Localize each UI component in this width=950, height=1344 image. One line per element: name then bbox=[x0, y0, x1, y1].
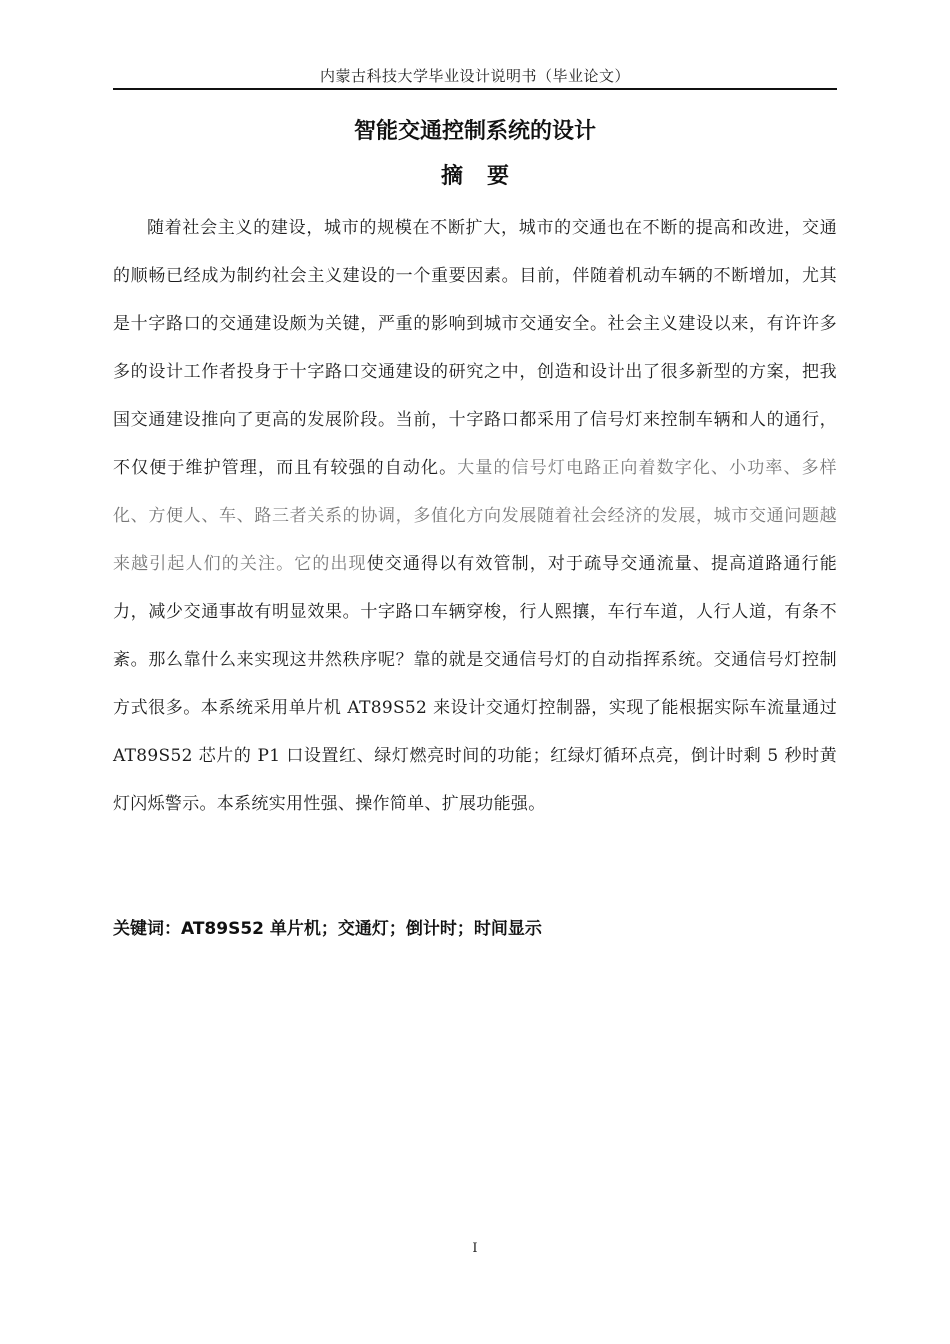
abstract-text-part3: 使交通得以有效管制，对于疏导交通流量、提高道路通行能力，减少交通事故有明显效果。十字路口车辆穿梭，行人熙攘，车行车道，人行人道，有条不紊。那么靠什么来实现这井然秩序呢？靠的就是交通信号灯的自动指挥系统。交通信号灯控制方式很多。本系统采用单片机 AT89S52 来设计交通灯控制器，实现了能根据实际车流量通过 AT89S52 芯片的 P1 口设置红、绿灯燃亮时间的功能；红绿灯循环点亮，倒计时剩 5 秒时黄灯闪烁警示。本系统实用性强、操作简单、扩展功能强。 bbox=[113, 554, 837, 814]
keywords-line: 关键词：AT89S52 单片机；交通灯；倒计时；时间显示 bbox=[113, 919, 542, 939]
page-number: I bbox=[472, 1241, 478, 1256]
running-header: 内蒙古科技大学毕业设计说明书（毕业论文） bbox=[319, 67, 630, 85]
abstract-text-part1: 随着社会主义的建设，城市的规模在不断扩大，城市的交通也在不断的提高和改进，交通的顺畅已经成为制约社会主义建设的一个重要因素。目前，伴随着机动车辆的不断增加，尤其是十字路口的交通建设颇为关键，严重的影响到城市交通安全。社会主义建设以来，有许许多多的设计工作者投身于十字路口交通建设的研究之中，创造和设计出了很多新型的方案，把我国交通建设推向了更高的发展阶段。当前，十字路口都采用了信号灯来控制车辆和人的通行，不仅便于维护管理，而且有较强的自动化。 bbox=[113, 218, 837, 478]
abstract-heading: 摘要 bbox=[440, 164, 533, 189]
header-rule bbox=[113, 88, 837, 90]
abstract-body bbox=[113, 204, 837, 828]
document-title: 智能交通控制系统的设计 bbox=[353, 119, 596, 144]
abstract-text-part2-muted: 大量的信号灯电路正向着数字化、小功率、多样化、方便人、车、路三者关系的协调，多值化方向发展随着社会经济的发展，城市交通问题越来越引起人们的关注。它的出现 bbox=[113, 458, 837, 574]
